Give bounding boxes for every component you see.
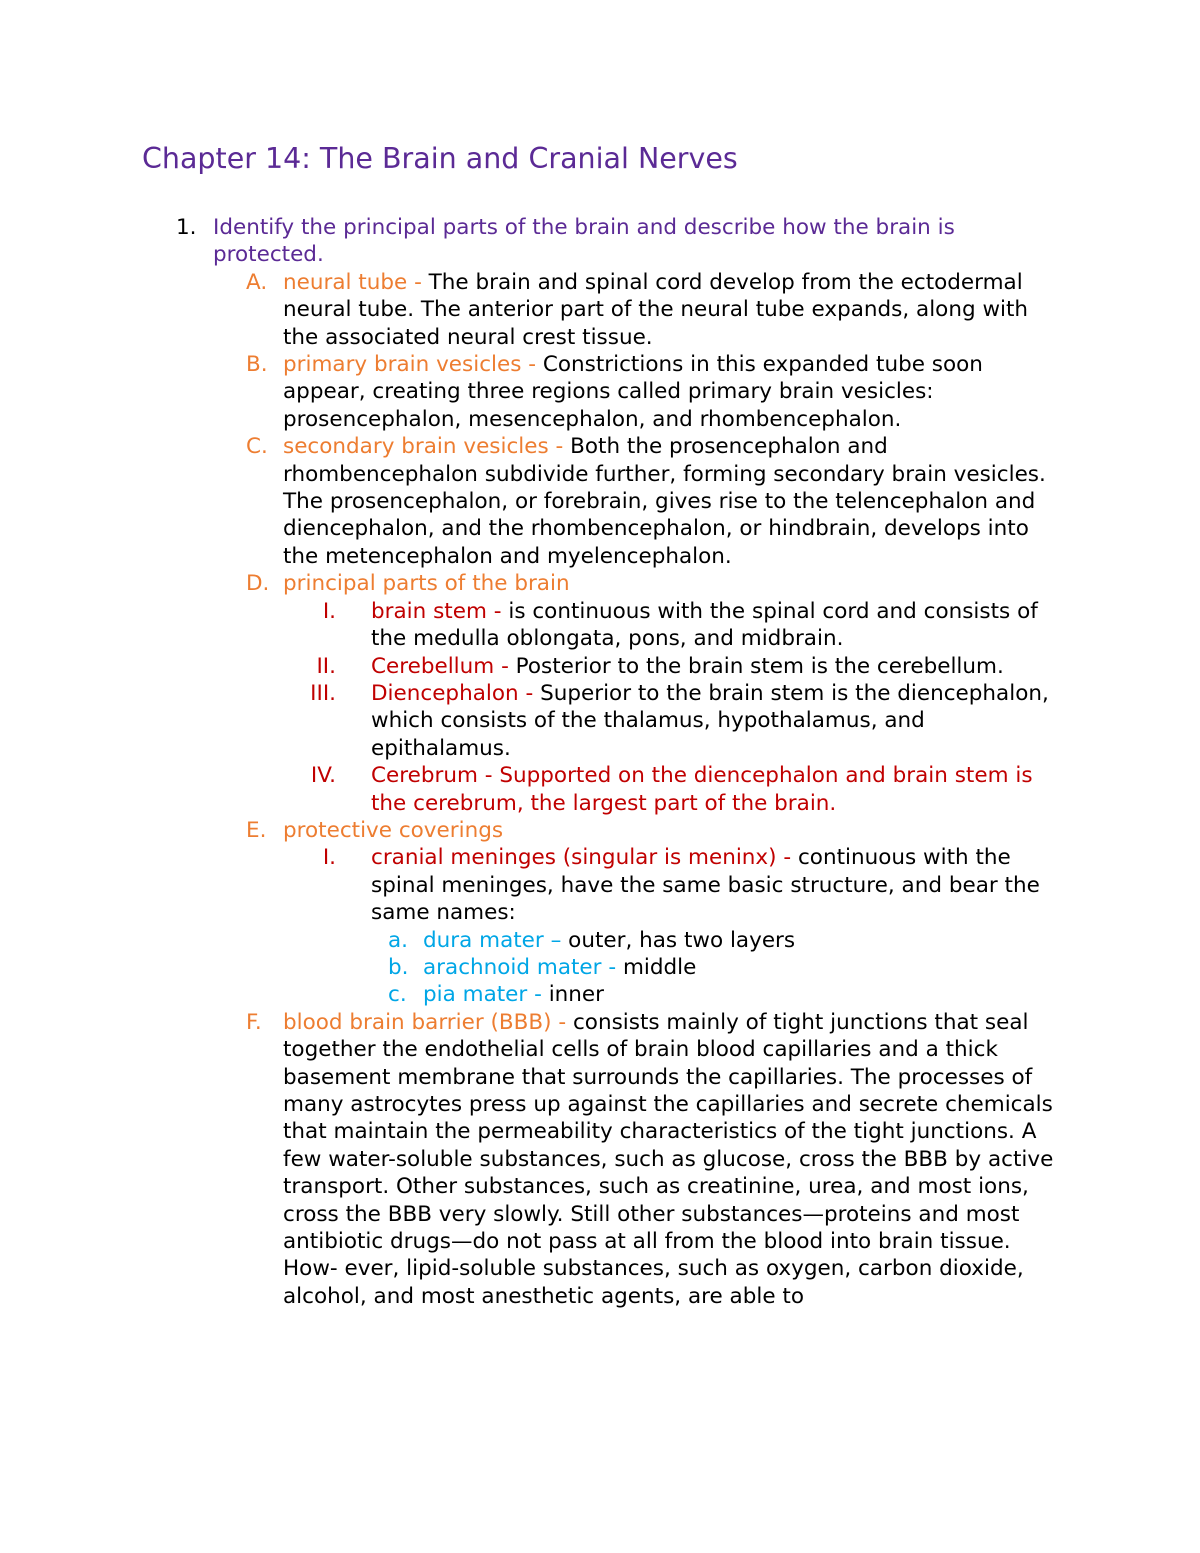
meninx-pia-mater: [0, 981, 1063, 1008]
part-marker: I.: [322, 598, 336, 624]
part-term: Diencephalon: [371, 680, 519, 706]
part-term: brain stem: [371, 598, 487, 624]
cranial-meninges-item: [0, 844, 1061, 926]
section-text: The brain and spinal cord develop from the ectodermal neural tube. The anterior part of the neural tube expands, along with the associated neural crest tissue.: [283, 269, 1029, 350]
part-term: Cerebellum: [371, 653, 495, 679]
section-marker: B.: [246, 352, 268, 378]
term-separator: -: [527, 982, 549, 1008]
objective-item: [0, 214, 1043, 269]
part-term: cranial meninges (singular is meninx): [371, 845, 777, 871]
section-neural-tube: [0, 269, 1058, 351]
section-term: protective coverings: [283, 817, 504, 843]
section-text: Constrictions in this expanded tube soon appear, creating three regions called primary brain vesicles: prosencephalon, mesencephalon, and rhombencephalon.: [283, 352, 983, 432]
part-marker: II.: [316, 653, 336, 679]
section-term: neural tube: [283, 269, 408, 295]
meninx-dura-mater: [0, 927, 1063, 954]
part-text: is continuous with the spinal cord and consists of the medulla oblongata, pons, and midbrain.: [371, 598, 1038, 652]
section-term: blood brain barrier (BBB): [283, 1009, 552, 1035]
part-marker: IV.: [310, 763, 336, 789]
layer-text: inner: [548, 982, 604, 1008]
layer-marker: c.: [388, 982, 407, 1008]
section-text: consists mainly of tight junctions that seal together the endothelial cells of brain blood capillaries and a thick basement membrane that surrounds the capillaries. The processes of many astrocytes press up against the capillaries and secrete chemicals that maintain the permeability characteristics of the tight junctions. A few water-soluble substances, such as glucose, cross the BBB by active transport. Other substances, such as creatinine, urea, and most ions, cross the BBB very slowly. Still other substances—proteins and most antibiotic drugs—do not pass at all from the blood into brain tissue. How- ever, lipid-soluble substances, such as oxygen, carbon dioxide, alcohol, and most anesthetic agents, are able to: [283, 1009, 1054, 1309]
section-text: Both the prosencephalon and rhombencephalon subdivide further, forming secondary brain vesicles. The prosencephalon, or forebrain, gives rise to the telencephalon and diencephalon, and the rhombencephalon, or hindbrain, develops into the metencephalon and myelencephalon.: [283, 434, 1046, 569]
term-separator: –: [543, 927, 569, 953]
section-secondary-brain-vesicles: [0, 433, 1058, 570]
layer-text: outer, has two layers: [568, 927, 796, 953]
section-term: secondary brain vesicles: [283, 434, 549, 460]
part-brain-stem: [0, 598, 1061, 653]
outline: [0, 214, 1200, 1310]
term-separator: -: [551, 1009, 573, 1035]
term-separator: -: [407, 269, 429, 295]
term-separator: -: [518, 680, 541, 706]
part-diencephalon: [0, 680, 1061, 762]
part-marker: I.: [322, 845, 336, 871]
term-separator: -: [601, 954, 623, 980]
objective-number: 1.: [176, 215, 197, 240]
layer-marker: a.: [388, 927, 409, 953]
term-separator: -: [486, 598, 509, 624]
section-blood-brain-barrier: [0, 1009, 1058, 1310]
term-separator: -: [494, 653, 516, 679]
layer-term: pia mater: [423, 982, 528, 1008]
term-separator: -: [477, 763, 500, 789]
part-text: Posterior to the brain stem is the cerebellum.: [515, 653, 1004, 679]
term-separator: -: [548, 434, 571, 460]
part-cerebrum: [0, 762, 1061, 817]
section-marker: C.: [246, 434, 268, 460]
section-marker: F.: [246, 1009, 262, 1035]
meninx-arachnoid-mater: [0, 954, 1063, 981]
section-primary-brain-vesicles: [0, 351, 1058, 433]
layer-term: dura mater: [423, 927, 544, 953]
section-marker: E.: [246, 817, 267, 843]
part-marker: III.: [310, 680, 336, 706]
objective-text: Identify the principal parts of the brain and describe how the brain is protected.: [213, 215, 955, 268]
chapter-title: Chapter 14: The Brain and Cranial Nerves: [142, 142, 738, 175]
section-term: primary brain vesicles: [283, 352, 522, 378]
part-cerebellum: [0, 653, 1061, 680]
part-text: Superior to the brain stem is the diencephalon, which consists of the thalamus, hypothalamus, and epithalamus.: [371, 680, 1049, 761]
section-principal-parts: [0, 570, 1058, 597]
section-protective-coverings: [0, 817, 1058, 844]
section-term: principal parts of the brain: [283, 571, 570, 597]
layer-marker: b.: [388, 954, 409, 980]
term-separator: -: [521, 352, 543, 378]
part-term: Cerebrum: [371, 763, 478, 789]
part-text: Supported on the diencephalon and brain stem is the cerebrum, the largest part of the brain.: [371, 763, 1033, 816]
section-marker: A.: [246, 269, 268, 295]
term-separator: -: [776, 845, 798, 871]
section-marker: D.: [246, 571, 270, 597]
layer-term: arachnoid mater: [423, 954, 602, 980]
layer-text: middle: [622, 954, 697, 980]
part-text: continuous with the spinal meninges, have the same basic structure, and bear the same names:: [371, 845, 1040, 926]
